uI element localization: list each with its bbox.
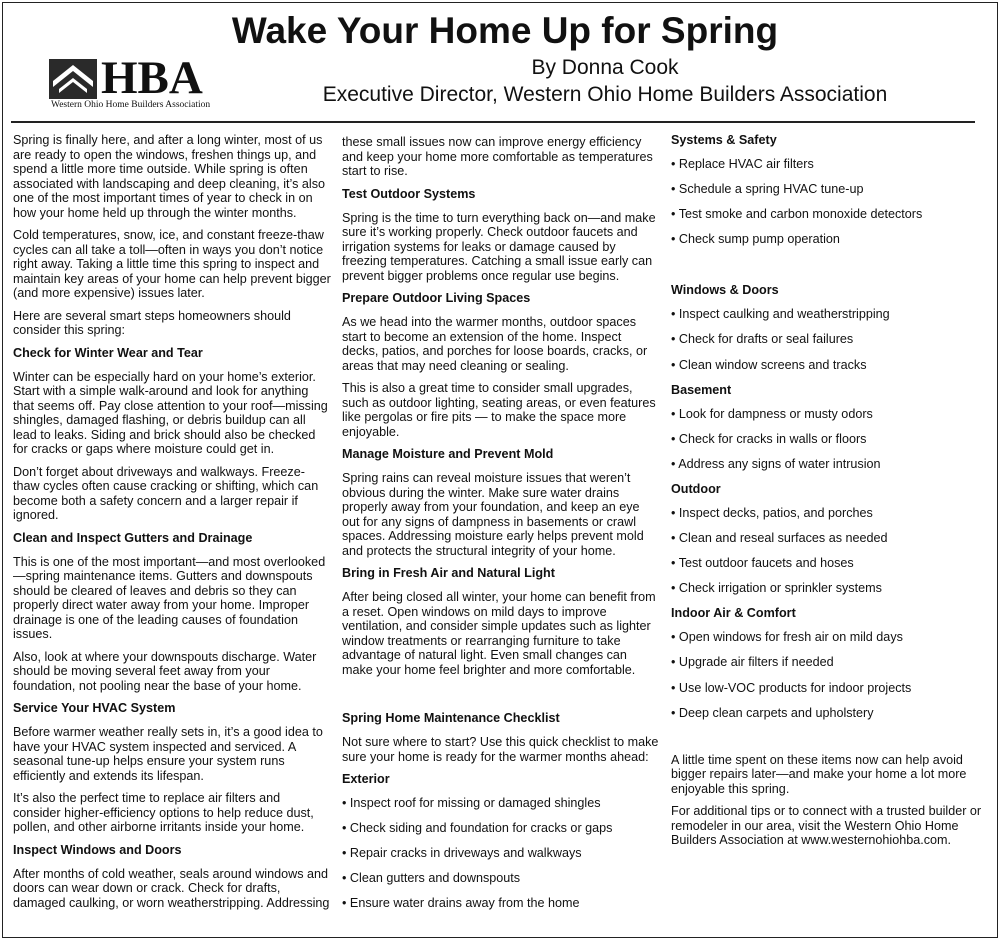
- section-heading: Clean and Inspect Gutters and Drainage: [13, 530, 253, 545]
- checklist-item: • Deep clean carpets and upholstery: [671, 706, 989, 721]
- article-page: [2, 2, 998, 938]
- checklist-item: • Inspect roof for missing or damaged shingles: [342, 796, 660, 811]
- section-heading: Test Outdoor Systems: [342, 186, 476, 201]
- paragraph: Spring is finally here, and after a long winter, most of us are ready to open the windows, freshen things up, and spend a little more time outside. While spring is often associated with landscaping and deep cleaning, it’s also one of the most important times of year to check in on how your home held up through the winter months.: [13, 133, 326, 220]
- checklist-item: • Ensure water drains away from the home: [342, 896, 660, 911]
- spacer: [342, 685, 660, 707]
- checklist-item: • Upgrade air filters if needed: [671, 655, 989, 670]
- checklist-heading: Indoor Air & Comfort: [671, 606, 796, 621]
- paragraph: Here are several smart steps homeowners should consider this spring:: [13, 308, 291, 337]
- checklist-item: • Schedule a spring HVAC tune-up: [671, 182, 989, 197]
- checklist-item: • Clean window screens and tracks: [671, 358, 989, 373]
- paragraph: As we head into the warmer months, outdoor spaces start to become an extension of the home. Inspect decks, patios, and porches for loose boards, cracks, or areas that may need cleaning or sealing.: [342, 315, 648, 373]
- checklist-systems: [671, 157, 989, 247]
- paragraph: This is also a great time to consider small upgrades, such as outdoor lighting, seating areas, or even features like pergolas or fire pits — to make the space more enjoyable.: [342, 381, 656, 439]
- checklist-heading: Systems & Safety: [671, 133, 777, 147]
- paragraph: For additional tips or to connect with a trusted builder or remodeler in our area, visit the Western Ohio Home Builders Association at www.westernohiohba.com.: [671, 804, 982, 848]
- paragraph: This is one of the most important—and most overlooked—spring maintenance items. Gutters and downspouts should be cleared of leaves and debris so they can properly direct water away from your home. Improper drainage is one of the leading causes of foundation issues.: [13, 554, 326, 641]
- paragraph: Spring is the time to turn everything back on—and make sure it’s working properly. Check outdoor faucets and irrigation systems for leaks or damage caused by freezing temperatures. Catching a small issue early can prevent bigger problems once regular use begins.: [342, 210, 656, 283]
- paragraph: Cold temperatures, snow, ice, and constant freeze-thaw cycles can all take a toll—often in ways you don’t notice right away. Taking a little time this spring to inspect and maintain key areas of your home can help prevent bigger (and more expensive) issues later.: [13, 228, 331, 300]
- paragraph: Also, look at where your downspouts discharge. Water should be moving several feet away from your foundation, not pooling near the base of your home.: [13, 649, 317, 693]
- column-2: [342, 135, 660, 921]
- author-byline: By Donna Cook: [531, 56, 679, 79]
- paragraph: After months of cold weather, seals around windows and doors can wear down or crack. Check for drafts, damaged caulking, or worn weatherstripping. Addressing: [13, 866, 330, 910]
- paragraph: Don’t forget about driveways and walkways. Freeze-thaw cycles often cause cracking or shifting, which can become both a safety concern and a larger repair if ignored.: [13, 464, 319, 522]
- paragraph: Winter can be especially hard on your home’s exterior. Start with a simple walk-around and look for anything that seems off. Pay close attention to your roof—missing shingles, damaged flashing, or debris buildup can all lead to leaks. Siding and brick should also be checked for cracks or gaps where moisture could get in.: [13, 369, 328, 456]
- checklist-heading: Exterior: [342, 772, 390, 786]
- checklist-item: • Check for drafts or seal failures: [671, 332, 989, 347]
- checklist-item: • Test outdoor faucets and hoses: [671, 556, 989, 571]
- spacer: [671, 731, 989, 753]
- checklist-item: • Check irrigation or sprinkler systems: [671, 581, 989, 596]
- logo-subtitle: Western Ohio Home Builders Association: [51, 100, 211, 110]
- section-heading: Manage Moisture and Prevent Mold: [342, 447, 554, 461]
- checklist-item: • Test smoke and carbon monoxide detectors: [671, 207, 989, 222]
- checklist-item: • Use low-VOC products for indoor projects: [671, 681, 989, 696]
- checklist-item: • Clean gutters and downspouts: [342, 871, 660, 886]
- checklist-item: • Check for cracks in walls or floors: [671, 432, 989, 447]
- paragraph: A little time spent on these items now can help avoid bigger repairs later—and make your home a lot more enjoyable this spring.: [671, 752, 967, 796]
- section-heading: Service Your HVAC System: [13, 701, 176, 715]
- checklist-item: • Inspect caulking and weatherstripping: [671, 307, 989, 322]
- checklist-heading: Basement: [671, 382, 732, 397]
- checklist-windows-doors: [671, 307, 989, 372]
- checklist-item: • Address any signs of water intrusion: [671, 457, 989, 472]
- logo-letters: HBA: [101, 52, 203, 104]
- checklist-item: • Replace HVAC air filters: [671, 157, 989, 172]
- paragraph: Not sure where to start? Use this quick checklist to make sure your home is ready for the warmer months ahead:: [342, 735, 659, 764]
- author-role: Executive Director, Western Ohio Home Builders Association: [322, 83, 888, 106]
- checklist-outdoor: [671, 506, 989, 596]
- spacer: [671, 257, 989, 283]
- checklist-item: • Clean and reseal surfaces as needed: [671, 531, 989, 546]
- checklist-item: • Inspect decks, patios, and porches: [671, 506, 989, 521]
- checklist-heading: Windows & Doors: [671, 283, 779, 298]
- checklist-item: • Open windows for fresh air on mild days: [671, 630, 989, 645]
- section-heading: Prepare Outdoor Living Spaces: [342, 291, 531, 305]
- checklist-item: • Check siding and foundation for cracks or gaps: [342, 821, 660, 836]
- paragraph: After being closed all winter, your home can benefit from a reset. Open windows on mild days to improve ventilation, and consider simple updates such as lighter window treatments or rearranging furniture to take advantage of natural light. Even small changes can make your home feel brighter and more comfortable.: [342, 590, 656, 677]
- checklist-item: • Check sump pump operation: [671, 232, 989, 247]
- checklist-heading: Outdoor: [671, 481, 721, 496]
- paragraph: It’s also the perfect time to replace air filters and consider higher-efficiency options to help reduce dust, pollen, and other airborne irritants inside your home.: [13, 791, 314, 834]
- section-heading: Inspect Windows and Doors: [13, 842, 182, 857]
- paragraph: these small issues now can improve energy efficiency and keep your home more comfortable as temperatures start to rise.: [342, 135, 653, 178]
- column-3: [671, 133, 989, 856]
- checklist-exterior: [342, 796, 660, 911]
- paragraph: Spring rains can reveal moisture issues that weren’t obvious during the winter. Make sure water drains properly away from your foundation, and keep an eye out for any signs of dampness in basements or crawl spaces. Addressing moisture early helps prevent mold and protects the structural integrity of your home.: [342, 471, 644, 558]
- section-heading: Bring in Fresh Air and Natural Light: [342, 566, 555, 580]
- article-title: Wake Your Home Up for Spring: [231, 10, 779, 51]
- checklist-item: • Repair cracks in driveways and walkways: [342, 846, 660, 861]
- hba-logo: [49, 52, 225, 111]
- section-heading: Check for Winter Wear and Tear: [13, 345, 203, 360]
- paragraph: Before warmer weather really sets in, it’s a good idea to have your HVAC system inspected and serviced. A seasonal tune-up helps ensure your system runs efficiently and extends its lifespan.: [13, 725, 323, 783]
- checklist-indoor: [671, 630, 989, 720]
- checklist-basement: [671, 407, 989, 472]
- house-roof-icon: [49, 59, 97, 99]
- section-heading: Spring Home Maintenance Checklist: [342, 711, 560, 725]
- column-1: [13, 133, 331, 918]
- checklist-item: • Look for dampness or musty odors: [671, 407, 989, 422]
- header-divider: [11, 121, 975, 123]
